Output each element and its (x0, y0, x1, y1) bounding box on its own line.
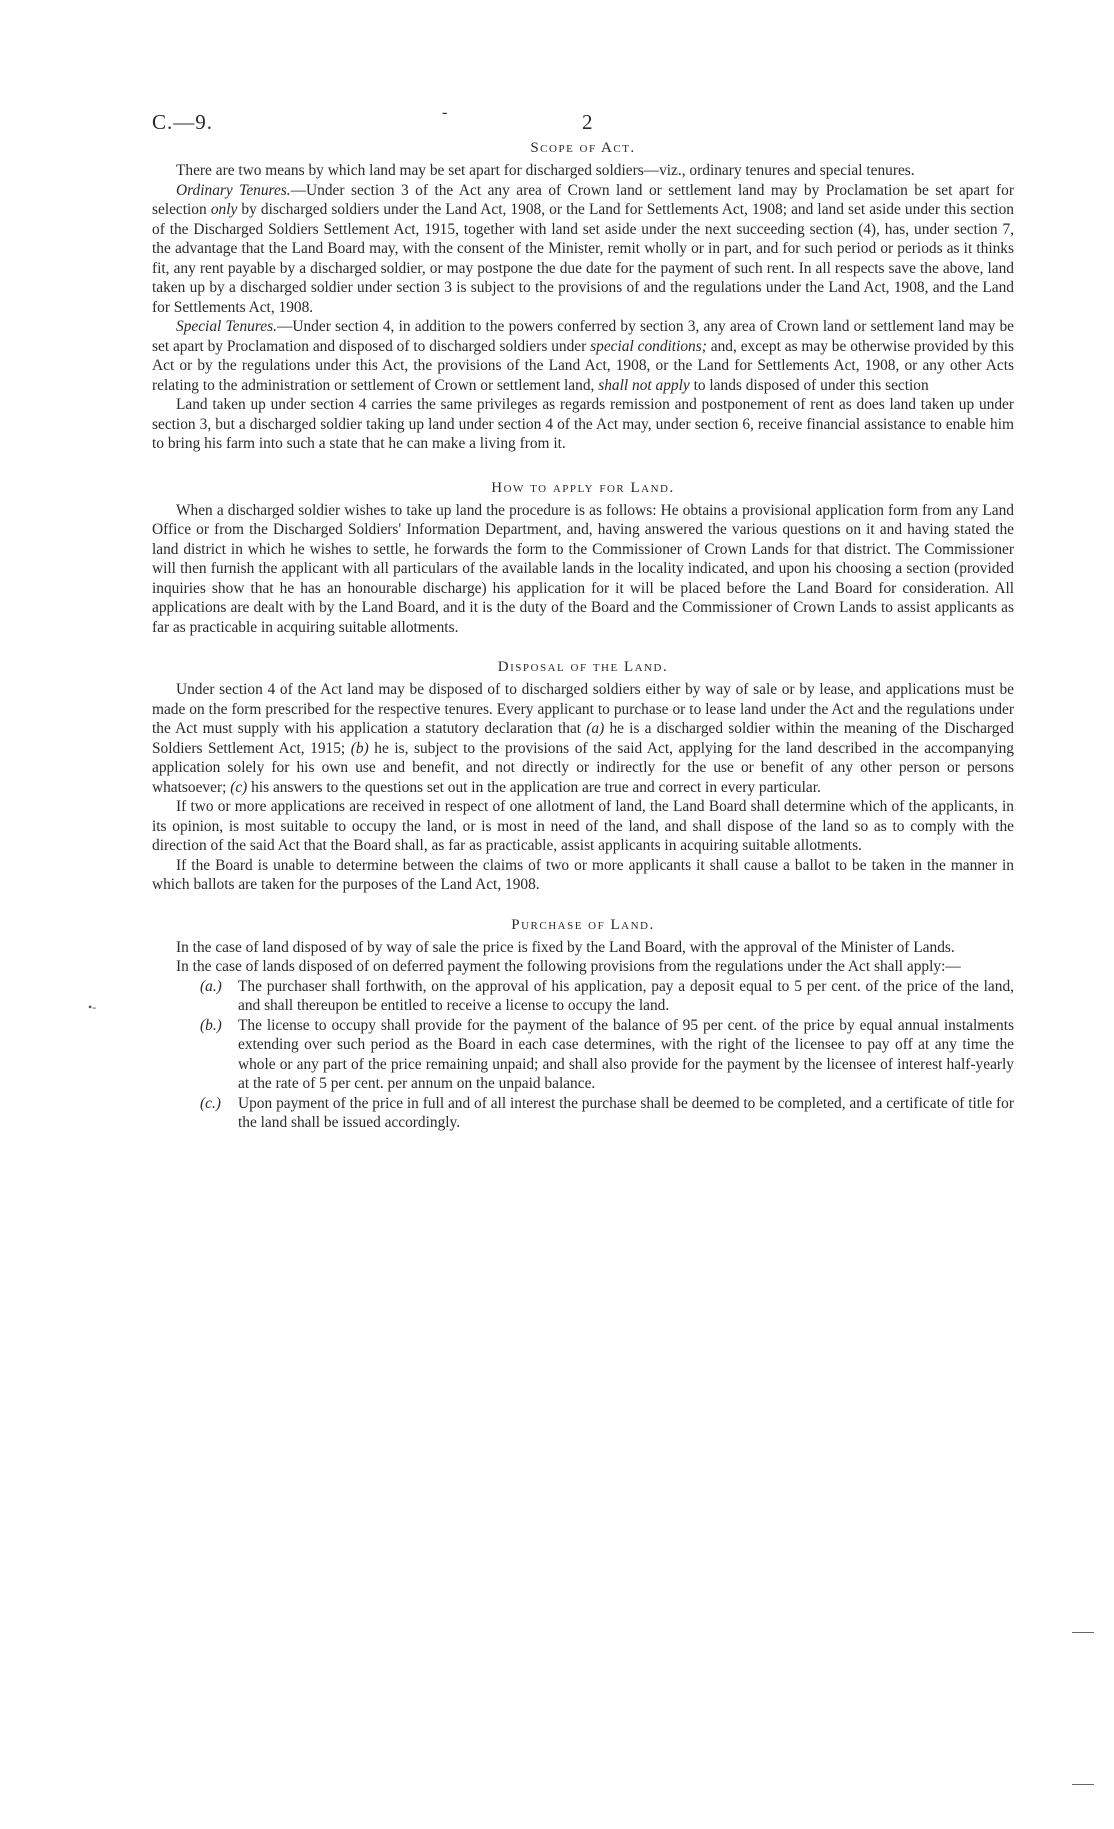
section-heading-apply: How to apply for Land. (491, 479, 675, 496)
scope-paragraph-ordinary (152, 181, 1014, 318)
page-number: 2 (582, 110, 593, 134)
list-item-text: The license to occupy shall provide for the payment of the balance of 95 per cent. of the price by equal annual instalments extending over such period as the Board in each case determines, with the right of the licensee to pay off at any time the whole or any part of the price remaining unpaid; and shall also provide for the payment by the licensee of interest half-yearly at the rate of 5 per cent. per annum on the unpaid balance. (238, 1016, 1014, 1092)
ordinary-text-b: by discharged soldiers under the Land Act, 1908, or the Land for Settlements Act, 1908; and land set aside under this section of the Discharged Soldiers Settlement Act, 1915, together with land set aside under the next succeeding section (4), has, under section 7, the advantage that the Land Board may, with the consent of the Minister, remit wholly or in part, and for such period or periods as it thinks fit, any rent payable by a discharged soldier, or may postpone the due date for the payment of such rent. In all respects save the above, land taken up by a discharged soldier under section 3 is subject to the provisions of and the regulations under the Land Act, 1908, and the Land for Settlements Act, 1908. (152, 201, 1014, 316)
apply-paragraph-1: When a discharged soldier wishes to take up land the procedure is as follows: He obtains a provisional application form from any Land Office or from the Discharged Soldiers' Information Department, and, having answered the various questions on it and having stated the land district in which he wishes to settle, he forwards the form to the Commissioner of Crown Lands for that district. The Commissioner will then furnish the applicant with all particulars of the available lands in the locality indicated, and upon his choosing a section (provided inquiries show that he has an honourable discharge) his application for it will be placed before the Land Board for consideration. All applications are dealt with by the Land Board, and it is the duty of the Board and the Commissioner of Crown Lands to assist applicants as far as practicable in acquiring suitable allotments. (152, 501, 1014, 636)
special-text-c: to lands disposed of under this section (689, 376, 929, 394)
clause-a-label: (a) (586, 720, 605, 737)
special-text-a: —Under section 4, in addition to the powers conferred by section 3, any area of Crown land or settlement land may be set apart by Proclamation and disposed of to discharged soldiers under (152, 318, 1015, 355)
ordinary-tenures-lead: Ordinary Tenures. (176, 181, 291, 199)
margin-mark: •- (88, 1000, 97, 1014)
disposal-paragraph-3: If the Board is unable to determine between the claims of two or more applicants it shall cause a ballot to be taken in the manner in which ballots are taken for the purposes of the Land Act, 1908. (152, 856, 1014, 893)
margin-rule (1072, 1632, 1094, 1633)
list-item-text: Upon payment of the price in full and of all interest the purchase shall be deemed to be completed, and a certificate of title for the land shall be issued accordingly. (238, 1094, 1014, 1131)
list-item-label: (b.) (200, 1016, 222, 1034)
scope-paragraph-4: Land taken up under section 4 carries the same privileges as regards remission and postponement of rent as does land taken up under section 3, but a discharged soldier taking up land under section 4 of the Act may, under section 6, receive financial assistance to enable him to bring his farm into such a state that he can make a living from it. (152, 396, 1014, 452)
section-heading-disposal: Disposal of the Land. (497, 659, 669, 675)
margin-rule (1072, 1784, 1094, 1785)
list-item (200, 977, 1014, 1016)
disposal-text-a: Under section 4 of the Act land may be disposed of to discharged soldiers either by way of sale or by lease, and applications must be made on the form prescribed for the respective tenures. Every applicant to purchase or to lease land under the Act and the regulations under the Act must supply with his application a statutory declaration that (152, 681, 1014, 737)
special-text-b: and, except as may be otherwise provided by this Act or by the regulations under this Act, the provisions of the Land Act, 1908, or the Land for Settlements Act, 1908, or any other Acts relating to the administration or settlement of Crown or settlement land, (152, 337, 1015, 394)
ordinary-emphasis: only (210, 201, 238, 218)
provisions-list (200, 977, 1014, 1133)
clause-b-label: (b) (350, 739, 369, 757)
disposal-text-d: his answers to the questions set out in the application are true and correct in every particular. (247, 778, 821, 796)
section-heading-purchase: Purchase of Land. (511, 916, 655, 933)
special-tenures-lead: Special Tenures. (176, 318, 277, 335)
disposal-text-c: he is, subject to the provisions of the said Act, applying for the land described in the accompanying application solely for his own use and benefit, and not directly or indirectly for the use or benefit of any other person or persons whatsoever; (152, 739, 1014, 796)
special-emphasis-1: special conditions; (590, 337, 707, 355)
list-item (200, 1094, 1014, 1133)
ordinary-text-a: —Under section 3 of the Act any area of Crown land or settlement land may by Proclamation be set apart for selection (152, 181, 1014, 218)
purchase-paragraph-2: In the case of lands disposed of on deferred payment the following provisions from the regulations under the Act shall apply:— (176, 958, 961, 975)
disposal-text-b: he is a discharged soldier within the meaning of the Discharged Soldiers Settlement Act, 1915; (152, 720, 1014, 757)
section-heading-scope: Scope of Act. (530, 140, 636, 156)
disposal-paragraph-2: If two or more applications are received in respect of one allotment of land, the Land Board shall determine which of the applicants, in its opinion, is most suitable to occupy the land, or is most in need of the land, and shall dispose of the land so as to comply with the direction of the said Act that the Board shall, as far as practicable, assist applicants in acquiring suitable allotments. (152, 798, 1014, 854)
purchase-paragraph-1: In the case of land disposed of by way of sale the price is fixed by the Land Board, with the approval of the Minister of Lands. (176, 938, 955, 956)
disposal-paragraph-1 (152, 680, 1014, 797)
scope-paragraph-special (152, 317, 1014, 395)
paper-reference: C.—9. (152, 110, 214, 134)
header-mark: - (442, 104, 448, 121)
clause-c-label: (c) (230, 778, 248, 796)
special-emphasis-2: shall not apply (598, 376, 690, 394)
list-item-text: The purchaser shall forthwith, on the approval of his application, pay a deposit equal to 5 per cent. of the price of the land, and shall thereupon be entitled to receive a license to occupy the land. (238, 977, 1014, 1014)
document-page (152, 100, 1014, 1133)
list-item (200, 1016, 1014, 1094)
list-item-label: (c.) (200, 1094, 221, 1112)
page-header (152, 100, 1014, 140)
list-item-label: (a.) (200, 977, 222, 995)
scope-paragraph-1: There are two means by which land may be set apart for discharged soldiers—viz., ordinary tenures and special tenures. (176, 162, 915, 179)
